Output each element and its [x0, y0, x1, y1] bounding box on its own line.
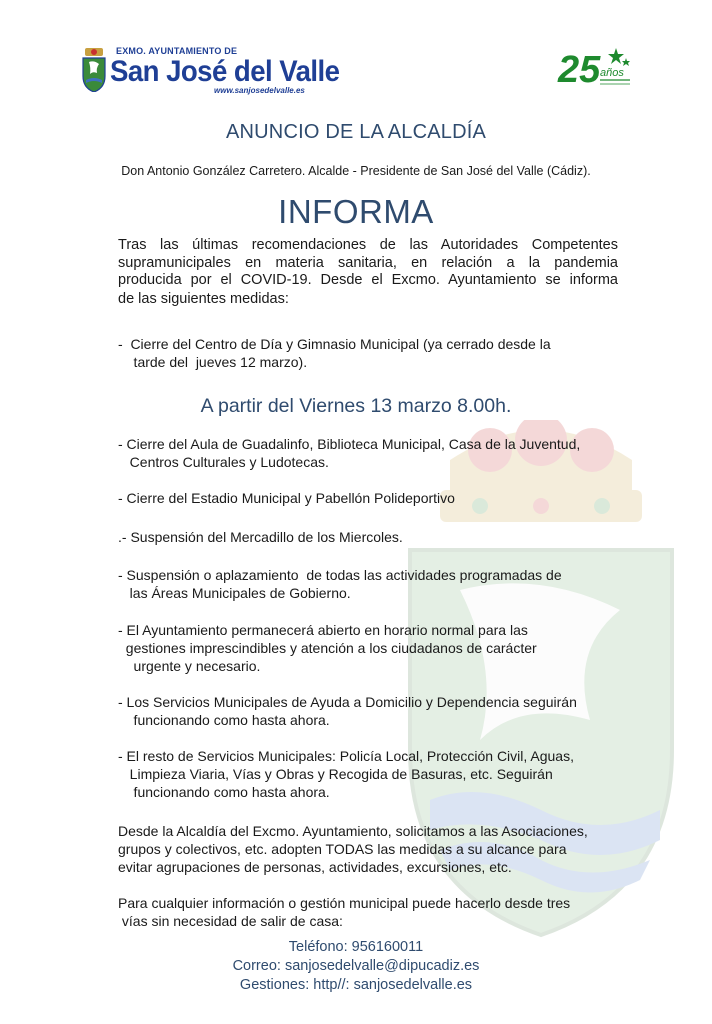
mayor-line: Don Antonio González Carretero. Alcalde - Presidente de San José del Valle (Cádiz). [121, 164, 591, 178]
municipality-logo [82, 46, 340, 98]
contact-email: Correo: sanjosedelvalle@dipucadiz.es [232, 958, 480, 974]
announcement-title: ANUNCIO DE LA ALCALDÍA [225, 121, 487, 143]
contact-phone: Teléfono: 956160011 [288, 939, 424, 955]
measure-line: funcionando como hasta ahora. [118, 784, 330, 800]
closing-line: Desde la Alcaldía del Excmo. Ayuntamiento, solicitamos a las Asociaciones, [118, 823, 588, 839]
intro-line: supramunicipales en materia sanitaria, en relación a la pandemia [118, 254, 618, 271]
closing-paragraph [118, 822, 638, 876]
closing-line: vías sin necesidad de salir de casa: [118, 913, 343, 929]
measure-line: - El resto de Servicios Municipales: Policía Local, Protección Civil, Aguas, [118, 748, 574, 764]
measure-line: urgente y necesario. [118, 658, 261, 674]
logo-url: www.sanjosedelvalle.es [214, 86, 305, 95]
measure-item [118, 621, 638, 675]
measure-line: - El Ayuntamiento permanecerá abierto en horario normal para las [118, 622, 528, 638]
measure-line: Limpieza Viaria, Vías y Obras y Recogida de Basuras, etc. Seguirán [118, 766, 553, 782]
measure-line: .- Suspensión del Mercadillo de los Miercoles. [118, 529, 403, 545]
intro-paragraph [118, 237, 618, 308]
closing-line: grupos y colectivos, etc. adopten TODAS las medidas a su alcance para [118, 841, 567, 857]
measure-item [118, 693, 638, 729]
measure-line: - Cierre del Aula de Guadalinfo, Biblioteca Municipal, Casa de la Juventud, [118, 436, 581, 452]
measure-item [118, 435, 638, 471]
logo-subtitle: EXMO. AYUNTAMIENTO DE [116, 46, 238, 56]
closing-line: evitar agrupaciones de personas, actividades, excursiones, etc. [118, 859, 512, 875]
measure-item [118, 566, 638, 602]
contact-web: Gestiones: http//: sanjosedelvalle.es [239, 977, 473, 993]
anniversary-logo [556, 44, 636, 92]
measure-item [118, 528, 638, 546]
measure-line: - Cierre del Centro de Día y Gimnasio Municipal (ya cerrado desde la [118, 336, 551, 352]
measure-line: - Cierre del Estadio Municipal y Pabellón Polideportivo [118, 490, 455, 506]
measure-line: las Áreas Municipales de Gobierno. [118, 585, 351, 601]
logo-name: San José del Valle [110, 55, 340, 88]
intro-line: de las siguientes medidas: [118, 290, 289, 307]
closing-line: Para cualquier información o gestión municipal puede hacerlo desde tres [118, 895, 571, 911]
first-measure [118, 335, 638, 371]
anniversary-number: 25 [558, 49, 601, 91]
measure-line: funcionando como hasta ahora. [118, 712, 330, 728]
measure-line: Centros Culturales y Ludotecas. [118, 454, 329, 470]
measure-line: tarde del jueves 12 marzo). [118, 354, 308, 370]
anniversary-text: años [600, 67, 624, 79]
intro-line: Tras las últimas recomendaciones de las Autoridades Competentes [118, 237, 618, 253]
measure-line: gestiones imprescindibles y atención a los ciudadanos de carácter [118, 640, 537, 656]
informa-heading: INFORMA [278, 193, 434, 230]
measure-line: - Los Servicios Municipales de Ayuda a Domicilio y Dependencia seguirán [118, 694, 577, 710]
measure-line: - Suspensión o aplazamiento de todas las actividades programadas de [118, 567, 562, 583]
coat-of-arms-icon [82, 48, 106, 92]
contact-intro-paragraph [118, 894, 638, 930]
measure-item [118, 747, 638, 801]
schedule-heading: A partir del Viernes 13 marzo 8.00h. [200, 395, 512, 417]
measure-item [118, 489, 638, 507]
intro-line: producida por el COVID-19. Desde el Excmo. Ayuntamiento se informa [118, 272, 618, 288]
